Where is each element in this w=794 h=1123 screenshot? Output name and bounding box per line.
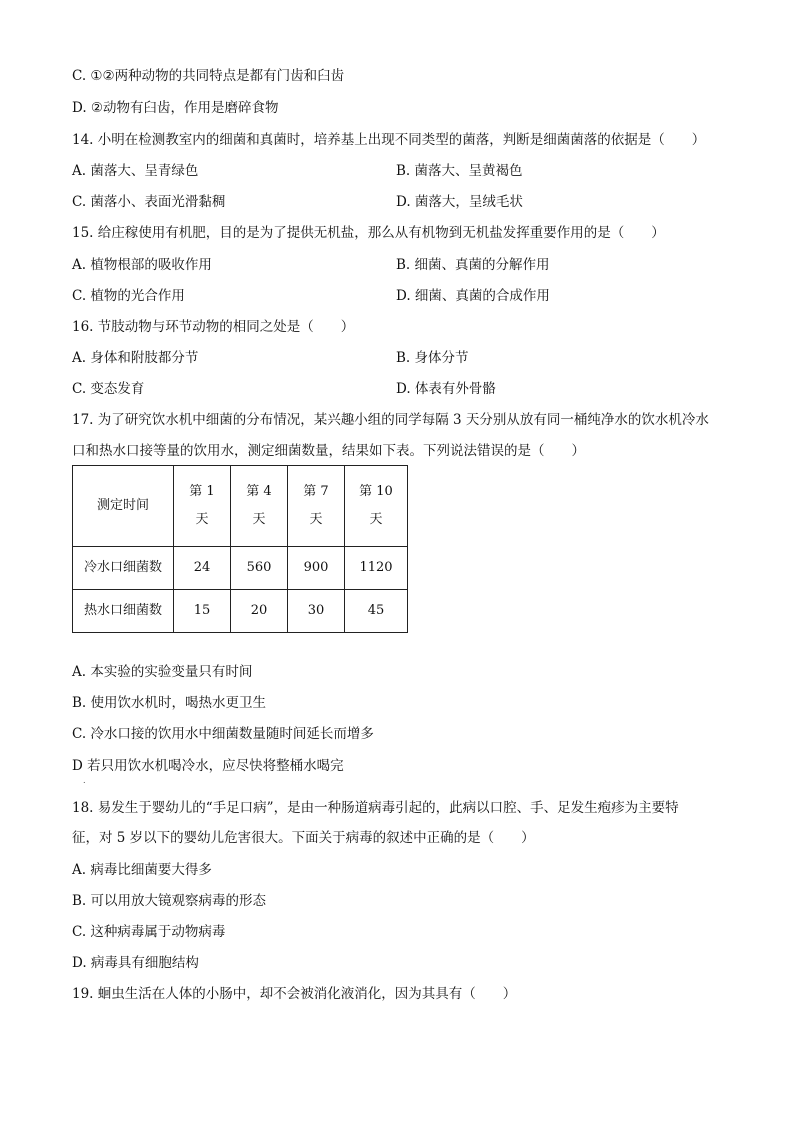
q18-stem-line1: 18. 易发生于婴幼儿的“手足口病”，是由一种肠道病毒引起的，此病以口腔、手、足发生疱疹为主要特 (72, 800, 679, 816)
q13-option-c: C. ①②两种动物的共同特点是都有门齿和臼齿 (72, 68, 345, 84)
table-header-cell: 第 7 天 (288, 466, 345, 547)
q16-option-c: C. 变态发育 (72, 381, 145, 397)
table-row (73, 547, 408, 590)
q17-option-d: D 若只用饮水机喝冷水，应尽快将整桶水喝完 (72, 758, 344, 774)
table-header-cell: 第 4 天 (231, 466, 288, 547)
q17-option-b: B. 使用饮水机时，喝热水更卫生 (72, 695, 267, 711)
table-cell: 560 (231, 547, 288, 590)
q16-option-d: D. 体表有外骨骼 (396, 381, 496, 397)
table-cell: 45 (345, 590, 408, 633)
stray-mark: . (83, 776, 86, 785)
q15-stem: 15. 给庄稼使用有机肥，目的是为了提供无机盐，那么从有机物到无机盐发挥重要作用的是（ ） (72, 225, 665, 241)
table-cell: 30 (288, 590, 345, 633)
q15-option-d: D. 细菌、真菌的合成作用 (396, 288, 550, 304)
q16-option-b: B. 身体分节 (396, 350, 469, 366)
q17-stem-line2: 口和热水口接等量的饮用水，测定细菌数量，结果如下表。下列说法错误的是（ ） (72, 443, 585, 459)
q14-option-a: A. 菌落大、呈青绿色 (72, 163, 199, 179)
table-header-cell: 第 10 天 (345, 466, 408, 547)
table-row-label: 热水口细菌数 (73, 590, 174, 633)
q15-option-a: A. 植物根部的吸收作用 (72, 257, 212, 273)
q19-stem: 19. 蛔虫生活在人体的小肠中，却不会被消化液消化，因为其具有（ ） (72, 986, 517, 1002)
table-header-cell: 测定时间 (73, 466, 174, 547)
q18-stem-line2: 征，对 5 岁以下的婴幼儿危害很大。下面关于病毒的叙述中正确的是（ ） (72, 830, 535, 846)
q15-option-b: B. 细菌、真菌的分解作用 (396, 257, 550, 273)
q18-option-d: D. 病毒具有细胞结构 (72, 955, 199, 971)
q14-option-c: C. 菌落小、表面光滑黏稠 (72, 194, 226, 210)
q18-option-c: C. 这种病毒属于动物病毒 (72, 924, 226, 940)
table-cell: 900 (288, 547, 345, 590)
q14-option-d: D. 菌落大，呈绒毛状 (396, 194, 523, 210)
table-row (73, 590, 408, 633)
q16-option-a: A. 身体和附肢都分节 (72, 350, 199, 366)
q16-stem: 16. 节肢动物与环节动物的相同之处是（ ） (72, 319, 355, 335)
table-cell: 20 (231, 590, 288, 633)
q18-option-b: B. 可以用放大镜观察病毒的形态 (72, 893, 267, 909)
bacteria-count-table (72, 465, 408, 633)
q14-option-b: B. 菌落大、呈黄褐色 (396, 163, 523, 179)
q18-option-a: A. 病毒比细菌要大得多 (72, 862, 212, 878)
table-cell: 1120 (345, 547, 408, 590)
table-cell: 15 (174, 590, 231, 633)
table-header-row (73, 466, 408, 547)
table-row-label: 冷水口细菌数 (73, 547, 174, 590)
q17-option-c: C. 冷水口接的饮用水中细菌数量随时间延长而增多 (72, 726, 374, 742)
table-header-cell: 第 1 天 (174, 466, 231, 547)
table-cell: 24 (174, 547, 231, 590)
q17-stem-line1: 17. 为了研究饮水机中细菌的分布情况，某兴趣小组的同学每隔 3 天分别从放有同一桶纯净水的饮水机冷水 (72, 412, 709, 428)
q14-stem: 14. 小明在检测教室内的细菌和真菌时，培养基上出现不同类型的菌落，判断是细菌菌落的依据是（ ） (72, 132, 706, 148)
q13-option-d: D. ②动物有臼齿，作用是磨碎食物 (72, 100, 279, 116)
q17-option-a: A. 本实验的实验变量只有时间 (72, 664, 253, 680)
q15-option-c: C. 植物的光合作用 (72, 288, 185, 304)
